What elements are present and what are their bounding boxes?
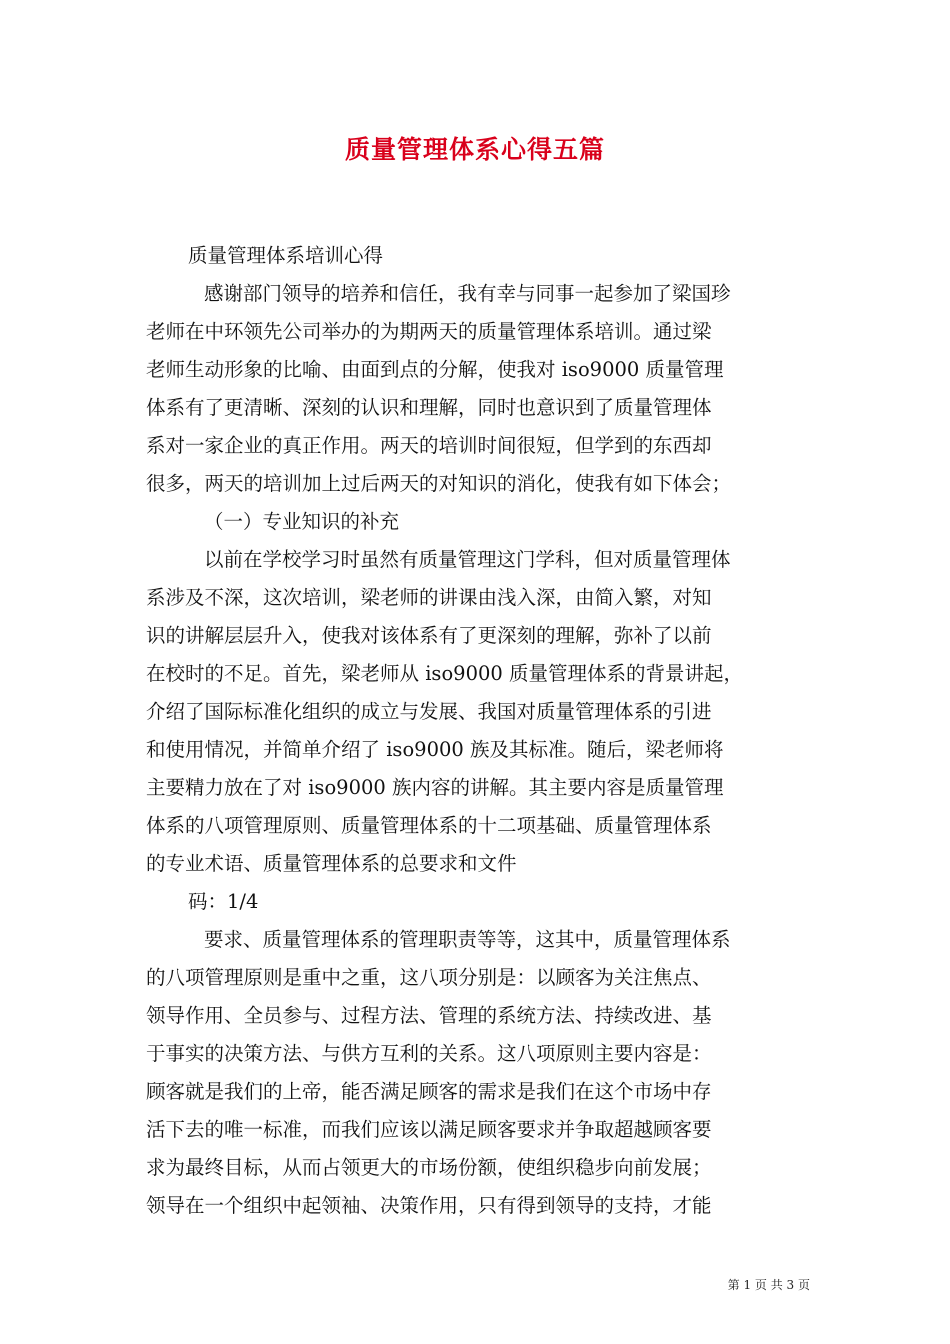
text-line: 识的讲解层层升入，使我对该体系有了更深刻的理解，弥补了以前 <box>146 624 712 647</box>
text-line: 顾客就是我们的上帝，能否满足顾客的需求是我们在这个市场中存 <box>146 1080 712 1103</box>
text-line: 要求、质量管理体系的管理职责等等，这其中，质量管理体系 <box>204 928 731 951</box>
text-line: 于事实的决策方法、与供方互利的关系。这八项原则主要内容是： <box>146 1042 712 1065</box>
text-line: 的八项管理原则是重中之重，这八项分别是：以顾客为关注焦点、 <box>146 966 712 989</box>
text-line: 质量管理体系培训心得 <box>188 244 384 267</box>
text-line: 感谢部门领导的培养和信任，我有幸与同事一起参加了梁国珍 <box>204 282 731 305</box>
text-line: 在校时的不足。首先，梁老师从 iso9000 质量管理体系的背景讲起， <box>146 662 744 685</box>
text-line: 和使用情况，并简单介绍了 iso9000 族及其标准。随后，梁老师将 <box>146 738 724 761</box>
text-line: 领导作用、全员参与、过程方法、管理的系统方法、持续改进、基 <box>146 1004 712 1027</box>
page-number: 第 1 页 共 3 页 <box>727 1278 810 1292</box>
text-line: 介绍了国际标准化组织的成立与发展、我国对质量管理体系的引进 <box>146 700 712 723</box>
text-line: 以前在学校学习时虽然有质量管理这门学科，但对质量管理体 <box>204 548 731 571</box>
text-line: （一）专业知识的补充 <box>204 510 400 533</box>
document-body <box>146 237 810 1225</box>
text-line: 老师在中环领先公司举办的为期两天的质量管理体系培训。通过梁 <box>146 320 712 343</box>
text-line: 码：1/4 <box>188 890 259 913</box>
text-line: 体系的八项管理原则、质量管理体系的十二项基础、质量管理体系 <box>146 814 712 837</box>
text-line: 领导在一个组织中起领袖、决策作用，只有得到领导的支持，才能 <box>146 1194 712 1217</box>
text-line: 系涉及不深，这次培训，梁老师的讲课由浅入深，由简入繁，对知 <box>146 586 712 609</box>
text-line: 活下去的唯一标准，而我们应该以满足顾客要求并争取超越顾客要 <box>146 1118 712 1141</box>
text-line: 很多，两天的培训加上过后两天的对知识的消化，使我有如下体会； <box>146 472 732 495</box>
text-line: 求为最终目标，从而占领更大的市场份额，使组织稳步向前发展； <box>146 1156 712 1179</box>
text-line: 老师生动形象的比喻、由面到点的分解，使我对 iso9000 质量管理 <box>146 358 724 381</box>
page-title: 质量管理体系心得五篇 <box>344 135 605 164</box>
text-line: 主要精力放在了对 iso9000 族内容的讲解。其主要内容是质量管理 <box>146 776 724 799</box>
text-line: 的专业术语、质量管理体系的总要求和文件 <box>146 852 517 875</box>
text-line: 系对一家企业的真正作用。两天的培训时间很短，但学到的东西却 <box>146 434 712 457</box>
text-line: 体系有了更清晰、深刻的认识和理解，同时也意识到了质量管理体 <box>146 396 712 419</box>
